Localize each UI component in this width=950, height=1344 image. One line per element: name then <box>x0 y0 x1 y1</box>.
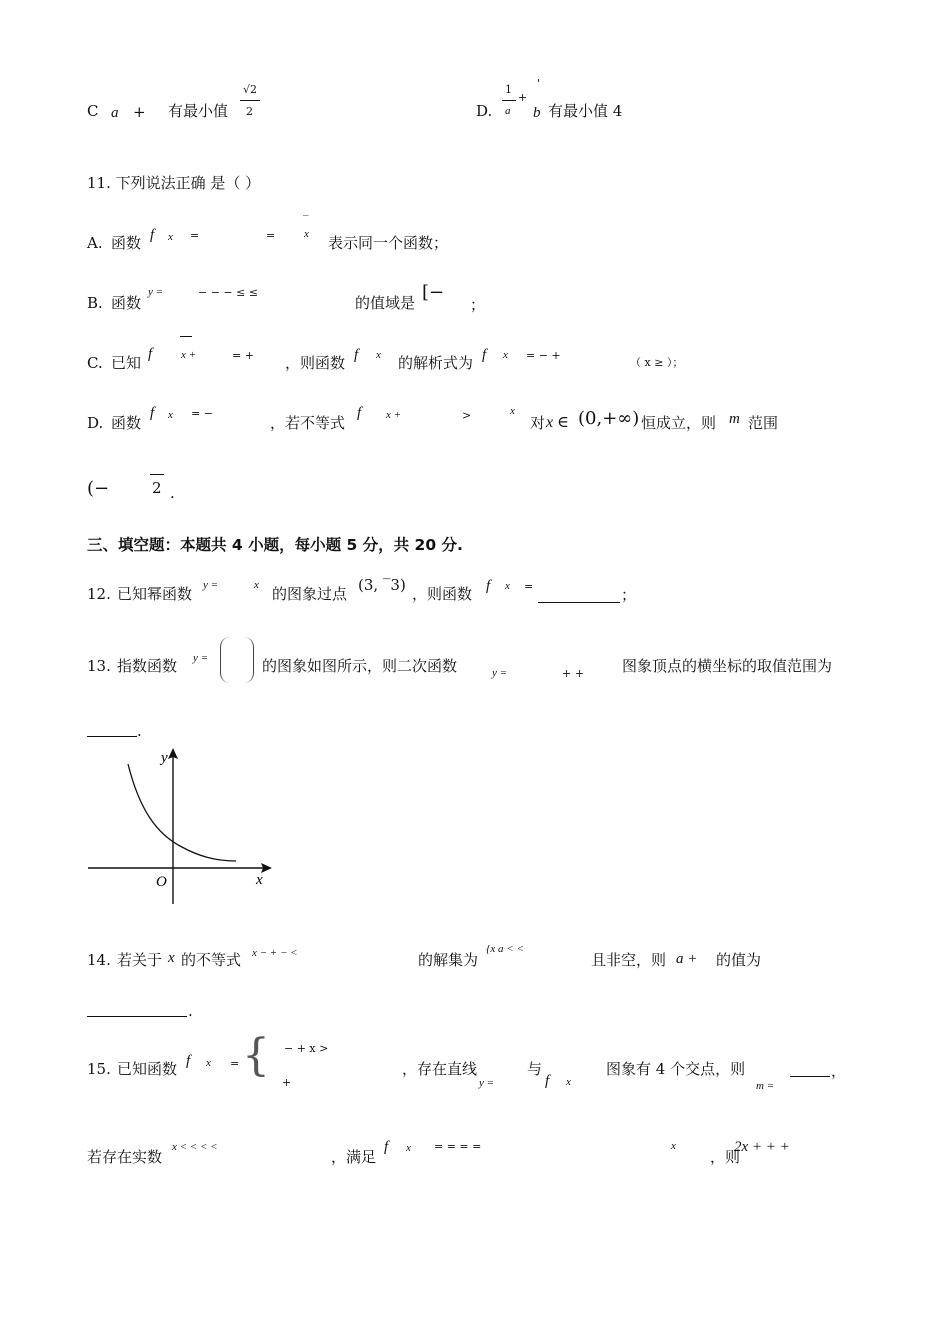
question-text: ， <box>831 1062 847 1080</box>
fraction-bar <box>240 100 260 101</box>
math-fragment: = <box>266 229 276 242</box>
math-fragment: （ x ≥ ）； <box>630 356 684 369</box>
math-fragment: = − + <box>526 349 561 362</box>
option-label: A. <box>87 234 103 252</box>
math-fragment: f <box>148 346 153 362</box>
math-fragment: 2 <box>152 479 162 497</box>
question-text: ； <box>621 586 637 604</box>
math-fragment: x <box>671 1140 676 1152</box>
math-fragment: x < < < < <box>172 1141 218 1153</box>
math-fragment: x <box>406 1142 411 1154</box>
piecewise-brace: { <box>242 1030 270 1081</box>
fraction-denominator: a <box>505 105 511 117</box>
question-text: ，则函数 <box>412 585 473 603</box>
option-text: 恒成立，则 <box>641 414 717 432</box>
question-text: 图象顶点的横坐标的取值范围为 <box>622 657 833 675</box>
question-text: ，满足 <box>331 1148 377 1166</box>
math-fragment: f <box>186 1053 191 1069</box>
exponential-graph <box>80 742 280 912</box>
math-fragment: . <box>170 484 175 502</box>
math-fragment: = <box>524 580 534 593</box>
math-fragment: 2x + + + <box>734 1139 790 1155</box>
math-fragment: (0,+∞) <box>578 408 640 429</box>
math-fragment: m = <box>756 1080 775 1092</box>
math-fragment: y = <box>203 579 219 591</box>
question-text: 已知函数 <box>117 1060 178 1078</box>
math-fragment: f <box>486 578 491 594</box>
option-label: C. <box>87 354 103 372</box>
paren-group <box>220 637 254 683</box>
option-text: 函数 <box>111 294 142 312</box>
math-fragment: x <box>503 349 508 361</box>
math-fragment: [− <box>422 282 445 303</box>
option-text: 的解析式为 <box>398 354 474 372</box>
math-fragment: f <box>384 1139 389 1155</box>
math-fragment: x <box>206 1057 211 1069</box>
math-fragment: y = <box>193 652 209 664</box>
sqrt-bar <box>150 474 164 475</box>
option-label: D. <box>87 414 104 432</box>
option-text: ，若不等式 <box>270 414 346 432</box>
q11-stem: 11. 下列说法正确 是（ ） <box>87 174 261 192</box>
math-fragment: x <box>566 1076 571 1088</box>
math-fragment: = = = = <box>434 1140 482 1153</box>
math-fragment: = <box>190 229 200 242</box>
option-text: 有最小值 <box>168 102 229 120</box>
math-fragment: x <box>376 349 381 361</box>
math-fragment: y = <box>479 1077 495 1089</box>
math-fragment: f <box>150 227 155 243</box>
math-fragment: x − + − < <box>252 947 298 959</box>
y-axis-label: y <box>161 750 168 766</box>
math-fragment: f <box>354 347 359 363</box>
math-fragment: x <box>168 409 173 421</box>
question-text: 的值为 <box>716 951 762 969</box>
question-text: 若存在实数 <box>87 1148 163 1166</box>
math-fragment: ' <box>537 77 541 90</box>
question-text: 且非空，则 <box>591 951 667 969</box>
answer-blank <box>538 589 620 603</box>
math-fragment: x ∈ <box>546 414 569 431</box>
x-axis-label: x <box>256 872 263 888</box>
option-text: 有最小值 4 <box>548 102 623 120</box>
piecewise-case: + <box>282 1076 292 1089</box>
math-fragment: − − − ≤ ≤ <box>198 286 259 299</box>
question-text: 的图象过点 <box>272 585 348 603</box>
option-text: 函数 <box>111 234 142 252</box>
question-text: 若关于 <box>117 951 163 969</box>
option-text: 表示同一个函数； <box>328 234 449 252</box>
math-fragment: f <box>545 1073 550 1089</box>
answer-blank <box>790 1063 830 1077</box>
math-fragment: x <box>168 950 175 966</box>
piecewise-case: − + x > <box>284 1042 329 1055</box>
math-fragment: x <box>254 579 259 591</box>
math-fragment: (3, ‾3) <box>358 576 406 594</box>
fraction-denominator: 2 <box>246 105 253 118</box>
question-number: 12. <box>87 585 111 603</box>
sqrt-bar <box>180 336 192 337</box>
question-number: 13. <box>87 657 111 675</box>
fraction-numerator: 1 <box>505 83 512 96</box>
question-text: 图象有 4 个交点，则 <box>606 1060 746 1078</box>
question-text: ，则 <box>710 1148 741 1166</box>
math-fragment: x <box>304 228 309 240</box>
math-fragment: y = <box>148 286 164 298</box>
answer-blank <box>87 1003 187 1017</box>
math-fragment: f <box>357 405 362 421</box>
math-fragment: a <box>111 105 119 121</box>
math-fragment: = + <box>232 349 254 362</box>
option-label: B. <box>87 294 103 312</box>
question-text: 的不等式 <box>181 951 242 969</box>
math-fragment: x <box>505 580 510 592</box>
math-fragment: y = <box>492 667 508 679</box>
option-text: 的值域是 <box>355 294 416 312</box>
math-fragment: f <box>482 347 487 363</box>
math-fragment: x <box>168 231 173 243</box>
answer-blank <box>87 723 137 737</box>
math-fragment: f <box>150 405 155 421</box>
question-text: 与 <box>527 1060 543 1078</box>
math-fragment: + <box>518 91 528 104</box>
option-text: 已知 <box>111 354 142 372</box>
question-text: . <box>137 722 142 740</box>
question-number: 14. <box>87 951 111 969</box>
fraction-numerator: √2 <box>243 83 258 96</box>
option-text: 函数 <box>111 414 142 432</box>
math-fragment: a + <box>676 951 698 967</box>
section-title: 三、填空题：本题共 4 小题，每小题 5 分，共 20 分. <box>87 536 463 554</box>
question-number: 15. <box>87 1060 111 1078</box>
option-text: ，则函数 <box>285 354 346 372</box>
question-text: 的解集为 <box>418 951 479 969</box>
math-fragment: m <box>729 411 740 427</box>
math-fragment: {x a < < <box>486 943 524 955</box>
math-fragment: > <box>462 409 472 422</box>
option-label: D. <box>476 102 493 120</box>
math-fragment: b <box>533 105 541 121</box>
option-text: 对 <box>530 414 546 432</box>
question-text: 指数函数 <box>117 657 178 675</box>
question-text: 已知幂函数 <box>117 585 193 603</box>
question-text: . <box>188 1002 193 1020</box>
question-text: 的图象如图所示，则二次函数 <box>262 657 458 675</box>
origin-label: O <box>156 874 167 890</box>
math-fragment: + <box>133 103 146 121</box>
option-text: ； <box>470 296 486 314</box>
math-fragment: x <box>510 405 515 417</box>
exponential-curve <box>128 764 236 861</box>
math-fragment: x + <box>386 409 402 421</box>
math-fragment: x + <box>181 349 197 361</box>
math-fragment: = <box>230 1057 240 1070</box>
fraction-bar <box>502 100 516 101</box>
math-fragment: (− <box>87 478 110 499</box>
option-label: C <box>87 102 99 120</box>
option-text: 范围 <box>748 414 779 432</box>
math-fragment: + + <box>562 667 584 680</box>
math-fragment: ‾ <box>303 214 309 227</box>
question-text: ，存在直线 <box>402 1060 478 1078</box>
math-fragment: = − <box>191 407 213 420</box>
